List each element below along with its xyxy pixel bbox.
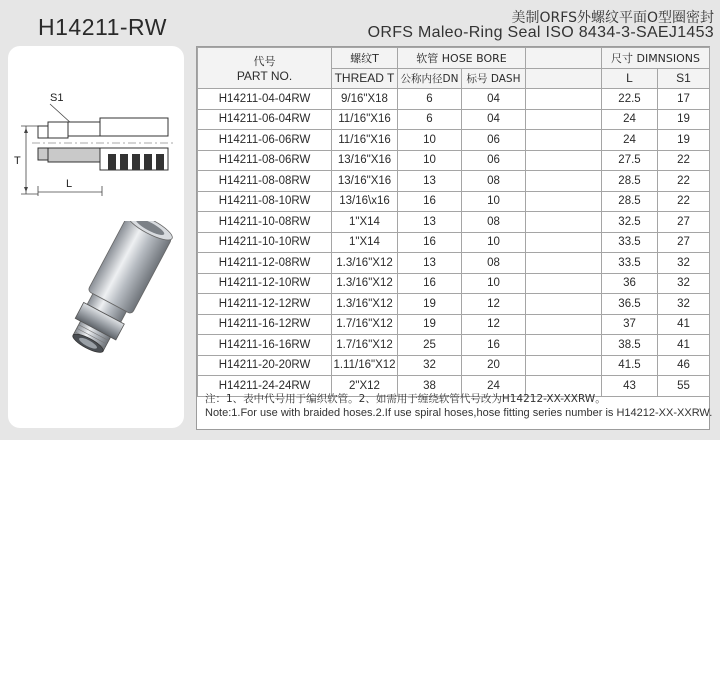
cell-dash: 08 [462,253,526,274]
cell-l: 41.5 [602,355,658,376]
cell-dn: 25 [398,335,462,356]
header-dn: 公称内径DN [398,68,462,89]
cell-blank [526,89,602,110]
cell-dn: 32 [398,355,462,376]
cell-dn: 19 [398,314,462,335]
cell-dn: 13 [398,212,462,233]
cell-dash: 16 [462,335,526,356]
cell-dash: 20 [462,355,526,376]
header-part-en: PART NO. [236,69,293,83]
cell-blank [526,253,602,274]
table-row [198,89,710,110]
cell-dash: 12 [462,314,526,335]
cell-l: 33.5 [602,232,658,253]
header-hose-bore: 软管 HOSE BORE [398,48,526,69]
cell-s1: 32 [658,253,710,274]
cell-s1: 19 [658,109,710,130]
cell-thread: 13/16"X16 [332,150,398,171]
cell-blank [526,130,602,151]
label-t: T [14,155,21,167]
fitting-photo [8,221,184,371]
cell-s1: 27 [658,232,710,253]
model-title: H14211-RW [38,14,167,40]
cell-l: 24 [602,130,658,151]
label-s1: S1 [50,92,64,104]
cell-dash: 12 [462,294,526,315]
cell-s1: 17 [658,89,710,110]
table-row [198,191,710,212]
cell-thread: 11/16"X16 [332,109,398,130]
cell-dn: 16 [398,191,462,212]
cell-thread: 1.3/16"X12 [332,294,398,315]
cell-part: H14211-06-06RW [198,130,332,151]
cell-dn: 13 [398,253,462,274]
cell-s1: 46 [658,355,710,376]
cell-dash: 08 [462,171,526,192]
cell-part: H14211-16-12RW [198,314,332,335]
table-row [198,335,710,356]
table-row [198,109,710,130]
cell-s1: 27 [658,212,710,233]
cell-blank [526,171,602,192]
cell-dash: 10 [462,191,526,212]
cell-dn: 19 [398,294,462,315]
cell-s1: 55 [658,376,710,397]
cell-s1: 22 [658,150,710,171]
cell-s1: 22 [658,171,710,192]
product-image-box [8,46,184,428]
cell-dash: 10 [462,232,526,253]
cell-part: H14211-10-08RW [198,212,332,233]
cell-thread: 11/16"X16 [332,130,398,151]
cell-dash: 06 [462,150,526,171]
cell-part: H14211-16-16RW [198,335,332,356]
cell-blank [526,109,602,130]
cell-blank [526,355,602,376]
cell-part: H14211-12-08RW [198,253,332,274]
cell-dn: 10 [398,150,462,171]
cell-thread: 1.7/16"X12 [332,335,398,356]
cell-dn: 6 [398,109,462,130]
cell-s1: 41 [658,335,710,356]
table-row [198,232,710,253]
cell-part: H14211-12-10RW [198,273,332,294]
cell-part: H14211-06-04RW [198,109,332,130]
cell-l: 36.5 [602,294,658,315]
header-part-no [198,48,332,89]
cell-dash: 24 [462,376,526,397]
header-blank [526,48,602,69]
cell-part: H14211-10-10RW [198,232,332,253]
cell-s1: 19 [658,130,710,151]
cell-l: 22.5 [602,89,658,110]
cell-blank [526,273,602,294]
cell-part: H14211-20-20RW [198,355,332,376]
cell-s1: 41 [658,314,710,335]
table-row [198,294,710,315]
cell-thread: 1"X14 [332,212,398,233]
cell-l: 37 [602,314,658,335]
cell-thread: 1.3/16"X12 [332,253,398,274]
table-notes [205,392,712,420]
header-blank-2 [526,68,602,89]
cell-l: 43 [602,376,658,397]
cell-thread: 9/16"X18 [332,89,398,110]
cell-s1: 32 [658,273,710,294]
cell-thread: 1.3/16"X12 [332,273,398,294]
cell-dash: 06 [462,130,526,151]
cell-l: 24 [602,109,658,130]
note-english: Note:1.For use with braided hoses.2.If use spiral hoses,hose fitting series number is H14212-XX-XXRW. [205,407,713,419]
table-row [198,355,710,376]
table-row [198,130,710,151]
spec-table [197,47,710,397]
cell-l: 36 [602,273,658,294]
cell-dn: 10 [398,130,462,151]
table-row [198,273,710,294]
header-dimensions: 尺寸 DIMNSIONS [602,48,710,69]
cell-l: 33.5 [602,253,658,274]
header-l: L [602,68,658,89]
cell-l: 28.5 [602,191,658,212]
title-chinese: 美制ORFS外螺纹平面O型圈密封 [511,10,714,26]
cell-dn: 16 [398,232,462,253]
header-thread-en: THREAD T [332,68,398,89]
cell-thread: 2"X12 [332,376,398,397]
cell-dn: 16 [398,273,462,294]
label-l: L [66,178,73,190]
cell-s1: 22 [658,191,710,212]
cell-l: 32.5 [602,212,658,233]
cell-thread: 13/16\x16 [332,191,398,212]
cell-l: 27.5 [602,150,658,171]
cell-part: H14211-08-08RW [198,171,332,192]
cell-part: H14211-08-10RW [198,191,332,212]
cell-part: H14211-04-04RW [198,89,332,110]
header-part-cn: 代号 [253,55,276,68]
cell-thread: 13/16"X16 [332,171,398,192]
cell-dash: 04 [462,109,526,130]
table-row [198,253,710,274]
header-thread-cn: 螺纹T [332,48,398,69]
cell-blank [526,150,602,171]
header-dash: 标号 DASH [462,68,526,89]
cell-part: H14211-08-06RW [198,150,332,171]
note-chinese: 注：1、表中代号用于编织软管。2、如需用于缠绕软管代号改为H14212-XX-XXRW。 [205,393,606,405]
cell-blank [526,335,602,356]
cell-blank [526,191,602,212]
cell-thread: 1"X14 [332,232,398,253]
cell-dn: 13 [398,171,462,192]
table-row [198,171,710,192]
cell-dash: 08 [462,212,526,233]
table-row [198,150,710,171]
header-s1: S1 [658,68,710,89]
cell-blank [526,314,602,335]
cell-l: 28.5 [602,171,658,192]
cell-thread: 1.11/16"X12 [332,355,398,376]
table-row [198,212,710,233]
spec-table-box [196,46,713,430]
cell-blank [526,294,602,315]
cell-s1: 32 [658,294,710,315]
cell-blank [526,232,602,253]
cell-dn: 38 [398,376,462,397]
cell-part: H14211-12-12RW [198,294,332,315]
cell-thread: 1.7/16"X12 [332,314,398,335]
title-english: ORFS Maleo-Ring Seal ISO 8434-3-SAEJ1453 [367,24,714,41]
technical-drawing [8,46,184,206]
cell-dash: 10 [462,273,526,294]
cell-blank [526,212,602,233]
cell-part: H14211-24-24RW [198,376,332,397]
cell-dash: 04 [462,89,526,110]
table-row [198,314,710,335]
cell-dn: 6 [398,89,462,110]
header-row-1 [198,48,710,69]
cell-l: 38.5 [602,335,658,356]
